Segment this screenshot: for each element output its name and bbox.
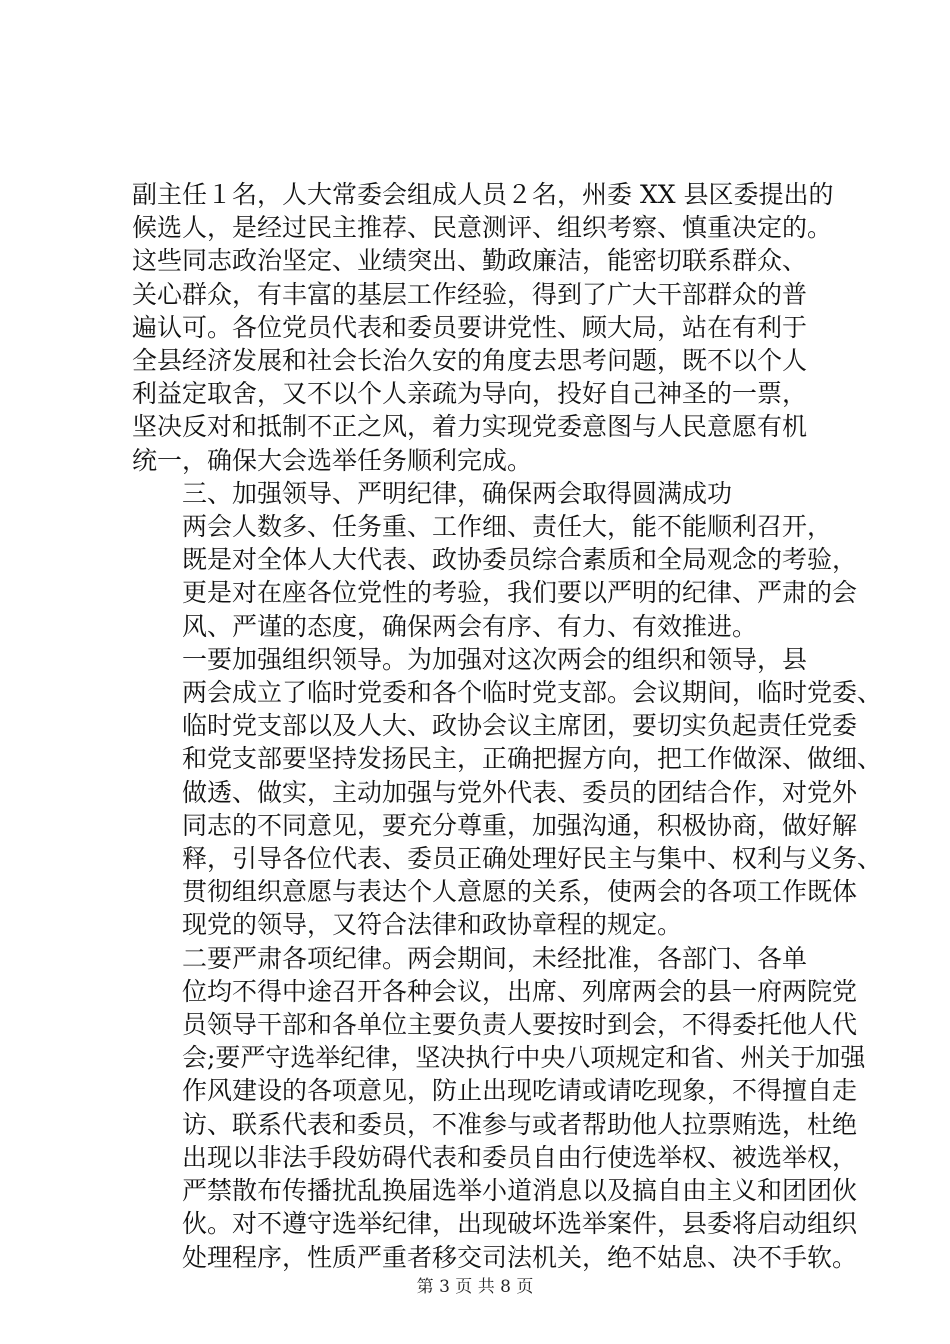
text-line: 利益定取舍，又不以个人亲疏为导向，投好自己神圣的一票，: [132, 379, 808, 409]
text-line: 既是对全体人大代表、政协委员综合素质和全局观念的考验，: [182, 545, 858, 575]
text-line: 位均不得中途召开各种会议，出席、列席两会的县一府两院党: [182, 976, 858, 1006]
page-footer: 第 3 页 共 8 页: [416, 1277, 534, 1297]
text-line: 访、联系代表和委员，不准参与或者帮助他人拉票贿选，杜绝: [182, 1109, 858, 1139]
document-body: [132, 178, 883, 1274]
text-line: 一要加强组织领导。为加强对这次两会的组织和领导，县: [182, 644, 808, 674]
text-line: 会;要严守选举纪律，坚决执行中央八项规定和省、州关于加强: [182, 1043, 866, 1073]
text-line: 和党支部要坚持发扬民主，正确把握方向，把工作做深、做细、: [182, 744, 883, 774]
text-line: 二要严肃各项纪律。两会期间，未经批准，各部门、各单: [182, 943, 808, 973]
text-line: 同志的不同意见，要充分尊重，加强沟通，积极协商，做好解: [182, 810, 858, 840]
text-line: 更是对在座各位党性的考验，我们要以严明的纪律、严肃的会: [182, 578, 858, 608]
text-line: 全县经济发展和社会长治久安的角度去思考问题，既不以个人: [132, 346, 808, 376]
text-line: 严禁散布传播扰乱换届选举小道消息以及搞自由主义和团团伙: [182, 1176, 858, 1206]
paragraph: [132, 178, 832, 477]
paragraph: [132, 477, 832, 510]
text-line: 统一，确保大会选举任务顺利完成。: [132, 445, 533, 475]
text-line: 候选人，是经过民主推荐、民意测评、组织考察、慎重决定的。: [132, 213, 833, 243]
text-line: 两会成立了临时党委和各个临时党支部。会议期间，临时党委、: [182, 678, 883, 708]
text-line: 出现以非法手段妨碍代表和委员自由行使选举权、被选举权，: [182, 1142, 858, 1172]
text-line: 贯彻组织意愿与表达个人意愿的关系，使两会的各项工作既体: [182, 877, 858, 907]
paragraph: [132, 643, 883, 942]
text-line: 副主任１名，人大常委会组成人员２名，州委 XX 县区委提出的: [132, 180, 834, 209]
text-line: 伙。对不遵守选举纪律，出现破坏选举案件，县委将启动组织: [182, 1209, 858, 1239]
text-line: 作风建设的各项意见，防止出现吃请或请吃现象，不得擅自走: [182, 1076, 858, 1106]
paragraph: [132, 942, 866, 1274]
text-line: 遍认可。各位党员代表和委员要讲党性、顾大局，站在有利于: [132, 312, 808, 342]
text-line: 释，引导各位代表、委员正确处理好民主与集中、权利与义务、: [182, 844, 883, 874]
text-line: 这些同志政治坚定、业绩突出、勤政廉洁，能密切联系群众、: [132, 246, 808, 276]
text-line: 坚决反对和抵制不正之风，着力实现党委意图与人民意愿有机: [132, 412, 808, 442]
text-line: 做透、做实，主动加强与党外代表、委员的团结合作，对党外: [182, 777, 858, 807]
text-line: 关心群众，有丰富的基层工作经验，得到了广大干部群众的普: [132, 279, 808, 309]
paragraph: [132, 510, 858, 643]
text-line: 现党的领导，又符合法律和政协章程的规定。: [182, 910, 683, 940]
text-line: 两会人数多、任务重、工作细、责任大，能不能顺利召开，: [182, 512, 833, 542]
text-line: 处理程序，性质严重者移交司法机关，绝不姑息、决不手软。: [182, 1242, 858, 1272]
text-line: 风、严谨的态度，确保两会有序、有力、有效推进。: [182, 611, 758, 641]
text-line: 员领导干部和各单位主要负责人要按时到会，不得委托他人代: [182, 1010, 858, 1040]
text-line: 三、加强领导、严明纪律，确保两会取得圆满成功: [182, 478, 733, 508]
text-line: 临时党支部以及人大、政协会议主席团，要切实负起责任党委: [182, 711, 858, 741]
